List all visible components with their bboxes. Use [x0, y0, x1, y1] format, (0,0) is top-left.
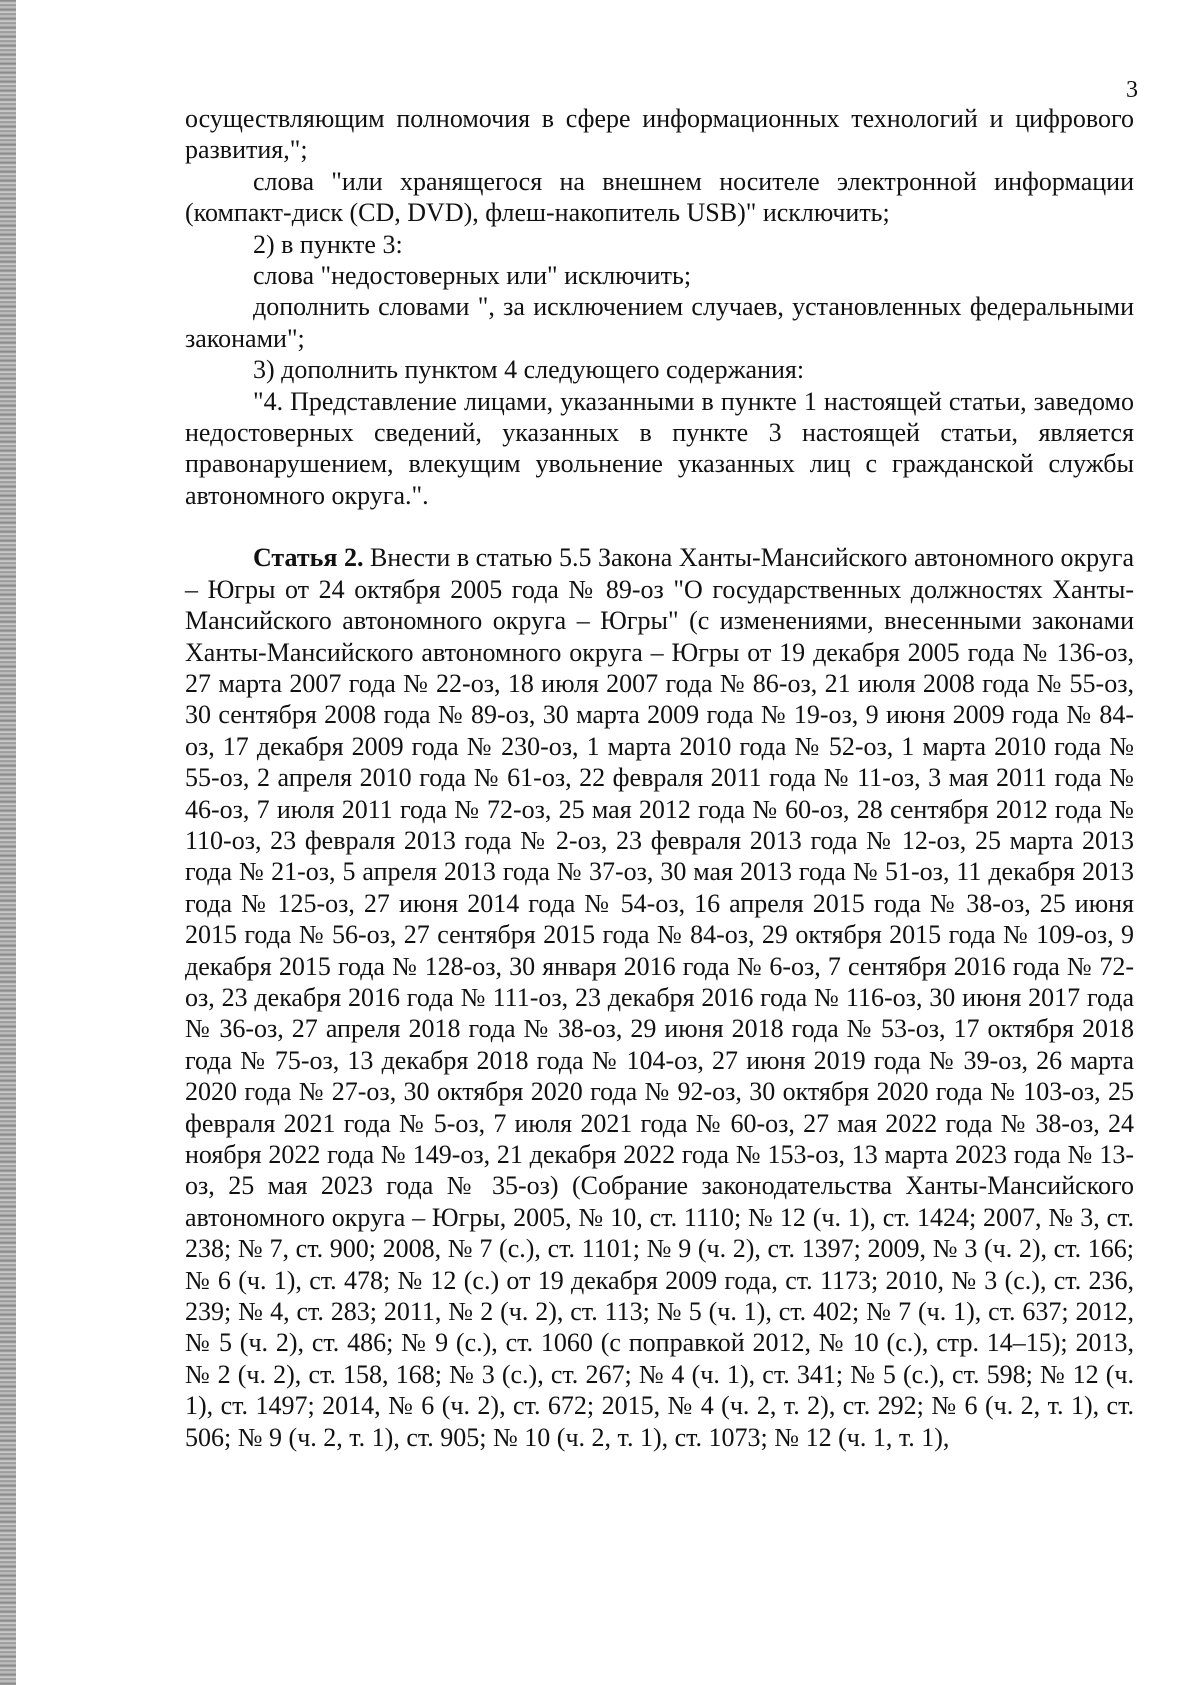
- paragraph: осуществляющим полномочия в сфере информационных технологий и цифрового развития,";: [185, 104, 1134, 165]
- paragraph: слова "или хранящегося на внешнем носителе электронной информации (компакт-диск (CD, DVD), флеш-накопитель USB)" исключить;: [185, 166, 1134, 228]
- page-number: 3: [1126, 77, 1138, 103]
- paragraph: 3) дополнить пунктом 4 следующего содержания:: [253, 355, 805, 385]
- paragraph: дополнить словами ", за исключением случаев, установленных федеральными законами";: [185, 292, 1134, 353]
- document-body: [185, 103, 1134, 1453]
- paragraph: "4. Представление лицами, указанными в пункте 1 настоящей статьи, заведомо недостоверных сведений, указанных в пункте 3 настоящей статьи, является правонарушением, влекущим увольнение указанных лиц с гражданской службы автономного округа.".: [185, 386, 1134, 510]
- paragraph: 2) в пункте 3:: [253, 229, 403, 259]
- paragraph-gap: [185, 511, 1134, 542]
- scan-edge-artifact: [0, 0, 16, 1685]
- article-label: Статья 2.: [253, 543, 364, 573]
- article-text: Внести в статью 5.5 Закона Ханты-Мансийского автономного округа – Югры от 24 октября 2005 года № 89-оз "О государственных должностях Ханты-Мансийского автономного округа – Югры" (с изменениями, внесенными законами Ханты-Мансийского автономного округа – Югры от 19 декабря 2005 года № 136-оз, 27 марта 2007 года № 22-оз, 18 июля 2007 года № 86-оз, 21 июля 2008 года № 55-оз, 30 сентября 2008 года № 89-оз, 30 марта 2009 года № 19-оз, 9 июня 2009 года № 84-оз, 17 декабря 2009 года № 230-оз, 1 марта 2010 года № 52-оз, 1 марта 2010 года № 55-оз, 2 апреля 2010 года № 61-оз, 22 февраля 2011 года № 11-оз, 3 мая 2011 года № 46-оз, 7 июля 2011 года № 72-оз, 25 мая 2012 года № 60-оз, 28 сентября 2012 года № 110-оз, 23 февраля 2013 года № 2-оз, 23 февраля 2013 года № 12-оз, 25 марта 2013 года № 21-оз, 5 апреля 2013 года № 37-оз, 30 мая 2013 года № 51-оз, 11 декабря 2013 года № 125-оз, 27 июня 2014 года № 54-оз, 16 апреля 2015 года № 38-оз, 25 июня 2015 года № 56-оз, 27 сентября 2015 года № 84-оз, 29 октября 2015 года № 109-оз, 9 декабря 2015 года № 128-оз, 30 января 2016 года № 6-оз, 7 сентября 2016 года № 72-оз, 23 декабря 2016 года № 111-оз, 23 декабря 2016 года № 116-оз, 30 июня 2017 года № 36-оз, 27 апреля 2018 года № 38-оз, 29 июня 2018 года № 53-оз, 17 октября 2018 года № 75-оз, 13 декабря 2018 года № 104-оз, 27 июня 2019 года № 39-оз, 26 марта 2020 года № 27-оз, 30 октября 2020 года № 92-оз, 30 октября 2020 года № 103-оз, 25 февраля 2021 года № 5-оз, 7 июля 2021 года № 60-оз, 27 мая 2022 года № 38-оз, 24 ноября 2022 года № 149-оз, 21 декабря 2022 года № 153-оз, 13 марта 2023 года № 13-оз, 25 мая 2023 года № 35-оз) (Собрание законодательства Ханты-Мансийского автономного округа – Югры, 2005, № 10, ст. 1110; № 12 (ч. 1), ст. 1424; 2007, № 3, ст. 238; № 7, ст. 900; 2008, № 7 (с.), ст. 1101; № 9 (ч. 2), ст. 1397; 2009, № 3 (ч. 2), ст. 166; № 6 (ч. 1), ст. 478; № 12 (с.) от 19 декабря 2009 года, ст. 1173; 2010, № 3 (с.), ст. 236, 239; № 4, ст. 283; 2011, № 2 (ч. 2), ст. 113; № 5 (ч. 1), ст. 402; № 7 (ч. 1), ст. 637; 2012, № 5 (ч. 2), ст. 486; № 9 (с.), ст. 1060 (с поправкой 2012, № 10 (с.), стр. 14–15); 2013, № 2 (ч. 2), ст. 158, 168; № 3 (с.), ст. 267; № 4 (ч. 1), ст. 341; № 5 (с.), ст. 598; № 12 (ч. 1), ст. 1497; 2014, № 6 (ч. 2), ст. 672; 2015, № 4 (ч. 2, т. 2), ст. 292; № 6 (ч. 2, т. 1), ст. 506; № 9 (ч. 2, т. 1), ст. 905; № 10 (ч. 2, т. 1), ст. 1073; № 12 (ч. 1, т. 1),: [185, 543, 1134, 1452]
- paragraph: слова "недостоверных или" исключить;: [253, 261, 692, 291]
- article-paragraph: [185, 542, 1134, 1453]
